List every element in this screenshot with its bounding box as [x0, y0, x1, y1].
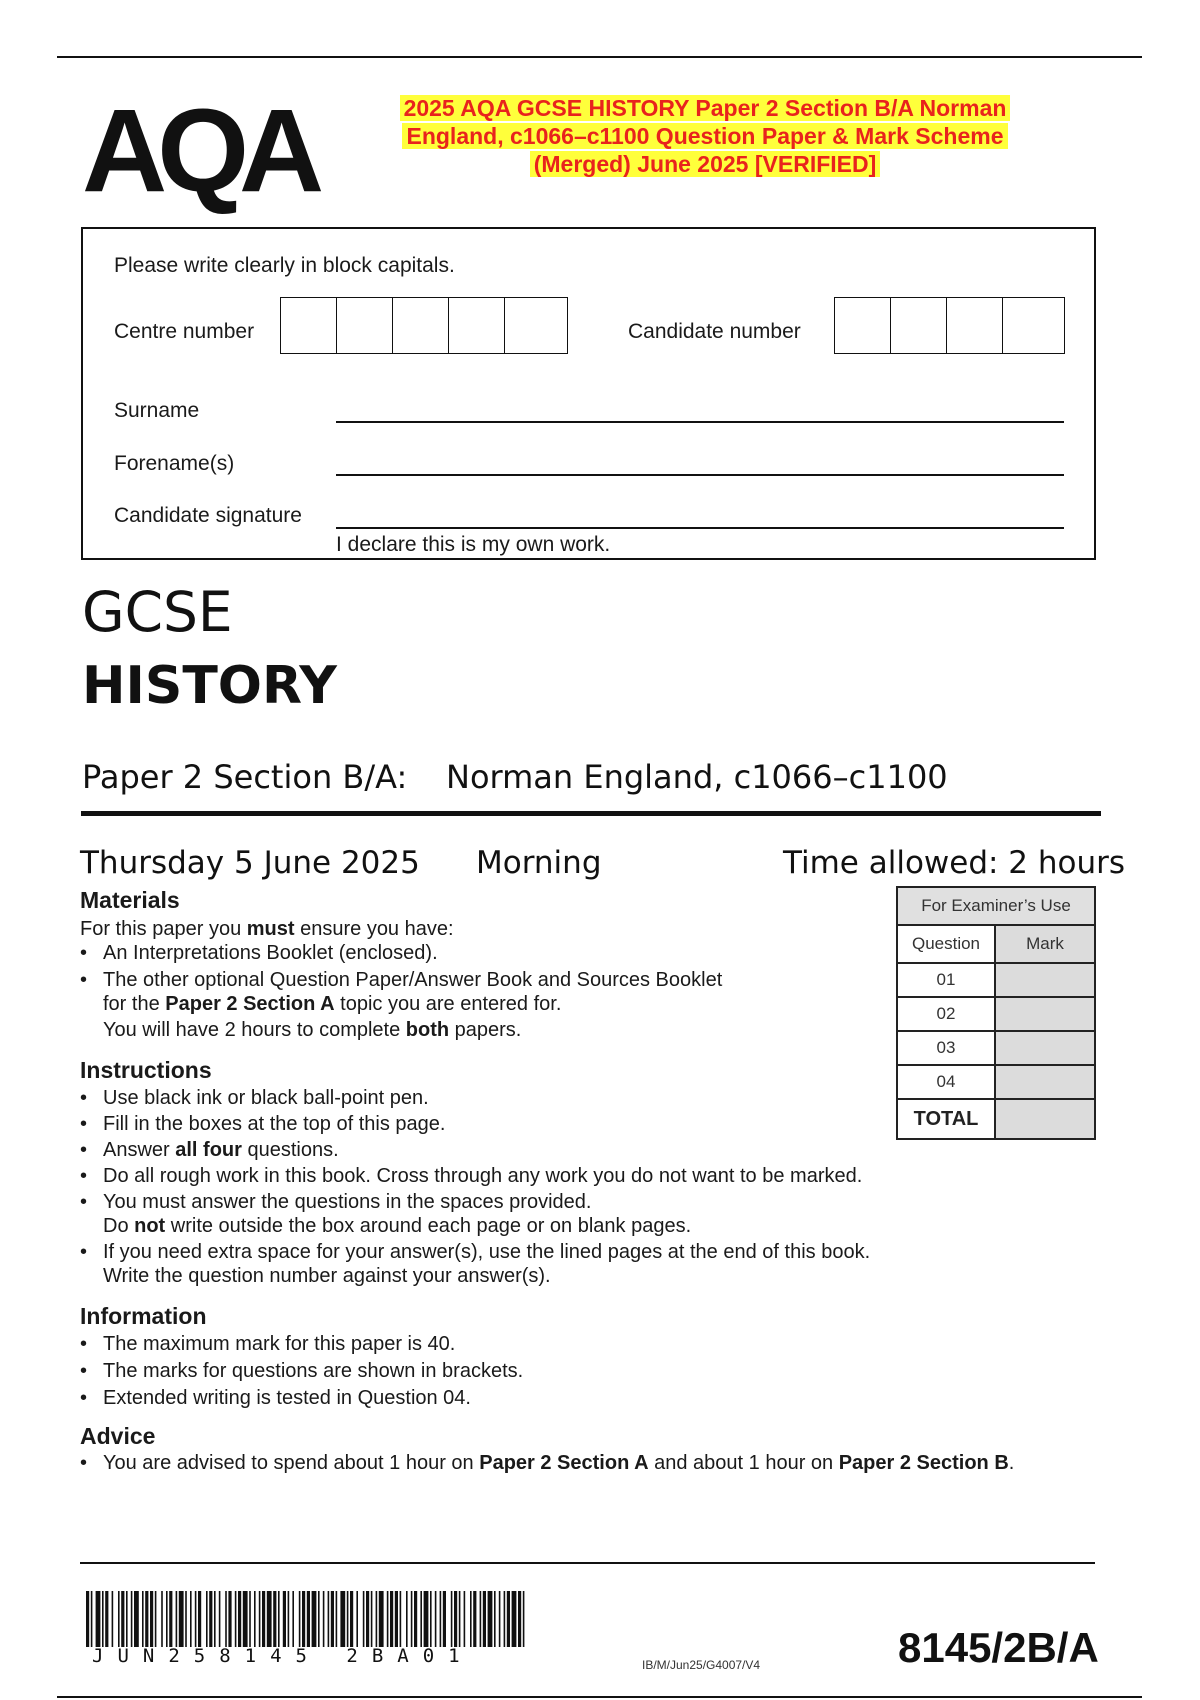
banner-line-2: England, c1066–c1100 Question Paper & Mark Scheme	[402, 123, 1007, 149]
exam-date: Thursday 5 June 2025	[80, 845, 420, 881]
materials-intro-emphasis: must	[246, 918, 295, 940]
question-number: 04	[897, 1065, 995, 1099]
information-item	[80, 1332, 455, 1356]
barcode-bar	[209, 1591, 212, 1647]
barcode-bar	[219, 1591, 221, 1647]
barcode-bar	[390, 1591, 393, 1647]
barcode-bar	[336, 1591, 338, 1647]
barcode-bar	[494, 1591, 496, 1647]
barcode-bar	[91, 1591, 93, 1647]
barcode-bar	[363, 1591, 365, 1647]
barcode-bar	[356, 1591, 358, 1647]
barcode-bar	[435, 1591, 437, 1647]
advice-heading: Advice	[80, 1423, 156, 1449]
barcode-bar	[420, 1591, 422, 1647]
barcode-bar	[190, 1591, 192, 1647]
barcode-bar	[86, 1591, 89, 1647]
candidate-number-cell[interactable]	[947, 298, 1003, 353]
barcode-bar	[228, 1591, 231, 1647]
barcode-bar	[176, 1591, 178, 1647]
instruction-text-part: Answer	[103, 1139, 176, 1161]
barcode-bar	[480, 1591, 482, 1647]
barcode-bar	[347, 1591, 349, 1647]
instruction-item	[80, 1240, 870, 1288]
barcode-bar	[430, 1591, 432, 1647]
instruction-emphasis: all four	[175, 1139, 242, 1161]
materials-intro-text: ensure you have:	[294, 918, 454, 940]
barcode-bar	[518, 1591, 521, 1647]
signature-label: Candidate signature	[114, 504, 302, 527]
document-reference: IB/M/Jun25/G4007/V4	[642, 1658, 761, 1672]
instruction-text: • Do all rough work in this book. Cross through any work you do not want to be marked.	[103, 1165, 863, 1187]
barcode-bar	[96, 1591, 101, 1647]
instruction-text: • Use black ink or black ball-point pen.	[103, 1087, 429, 1109]
examiners-use-table	[896, 886, 1096, 1140]
total-mark-cell	[995, 1099, 1095, 1139]
materials-item-text	[103, 992, 722, 1016]
barcode-bar	[267, 1591, 272, 1647]
barcode-bar	[259, 1591, 261, 1647]
instruction-item	[80, 1138, 339, 1162]
instruction-text: • Fill in the boxes at the top of this page.	[103, 1113, 446, 1135]
barcode-bar	[507, 1591, 510, 1647]
barcode-bar	[512, 1591, 517, 1647]
barcode-bar	[414, 1591, 417, 1647]
advice-text	[103, 1451, 1014, 1475]
barcode-bar	[307, 1591, 310, 1647]
centre-number-cell[interactable]	[393, 298, 449, 353]
mark-cell	[995, 963, 1095, 997]
information-text: • Extended writing is tested in Question 04.	[103, 1387, 471, 1409]
barcode-bar	[150, 1591, 153, 1647]
information-text: • The marks for questions are shown in brackets.	[103, 1360, 524, 1382]
barcode-bar	[225, 1591, 227, 1647]
candidate-number-cell[interactable]	[1003, 298, 1059, 353]
instruction-text-part: Do	[103, 1215, 135, 1237]
barcode-bar	[262, 1591, 265, 1647]
aqa-logo: AQA	[82, 85, 315, 217]
mark-cell	[995, 1065, 1095, 1099]
barcode-bar	[340, 1591, 345, 1647]
subject-title: HISTORY	[82, 656, 337, 716]
barcode-bar	[312, 1591, 317, 1647]
mark-cell	[995, 1031, 1095, 1065]
information-item	[80, 1386, 471, 1410]
barcode-bar	[198, 1591, 201, 1647]
materials-text: You will have 2 hours to complete	[103, 1019, 406, 1041]
barcode-bar	[371, 1591, 373, 1647]
barcode-bar	[499, 1591, 501, 1647]
barcode-bar	[145, 1591, 148, 1647]
information-item	[80, 1359, 523, 1383]
instruction-text: • You must answer the questions in the spaces provided.	[103, 1191, 592, 1213]
forenames-field[interactable]	[336, 474, 1064, 476]
barcode-bar	[411, 1591, 413, 1647]
barcode-bar	[323, 1591, 325, 1647]
barcode-bar	[379, 1591, 384, 1647]
barcode-bar	[134, 1591, 139, 1647]
examiners-use-title: For Examiner’s Use	[897, 887, 1095, 925]
title-banner	[380, 94, 1030, 178]
barcode-bar	[185, 1591, 187, 1647]
instruction-text: • If you need extra space for your answer(s), use the lined pages at the end of this book.	[103, 1241, 871, 1263]
instruction-item	[80, 1190, 691, 1238]
materials-intro-text: For this paper you	[80, 918, 247, 940]
materials-item	[80, 968, 722, 1042]
centre-number-label: Centre number	[114, 320, 255, 343]
information-heading: Information	[80, 1303, 207, 1329]
instruction-emphasis: not	[134, 1215, 166, 1237]
footer-rule	[80, 1562, 1095, 1564]
barcode-bar	[169, 1591, 172, 1647]
materials-heading: Materials	[80, 887, 180, 913]
barcode-bar	[273, 1591, 276, 1647]
candidate-number-boxes[interactable]	[834, 297, 1065, 354]
centre-number-cell[interactable]	[337, 298, 393, 353]
surname-field[interactable]	[336, 421, 1064, 423]
question-number: 01	[897, 963, 995, 997]
advice-text-part: .	[1008, 1452, 1015, 1474]
instruction-text-part: questions.	[241, 1139, 339, 1161]
barcode-bar	[483, 1591, 486, 1647]
barcode-bar	[249, 1591, 251, 1647]
question-number: 02	[897, 997, 995, 1031]
barcode-bar	[131, 1591, 133, 1647]
barcode-bar	[387, 1591, 389, 1647]
materials-text: for the	[103, 993, 166, 1015]
barcode-bar	[302, 1591, 305, 1647]
signature-field[interactable]	[336, 527, 1064, 529]
question-column-header: Question	[897, 925, 995, 963]
materials-emphasis: Paper 2 Section A	[165, 993, 335, 1015]
mark-column-header: Mark	[995, 925, 1095, 963]
barcode-bar	[376, 1591, 378, 1647]
barcode-bar	[118, 1591, 120, 1647]
exam-session: Morning	[476, 845, 602, 881]
instruction-text	[103, 1138, 339, 1162]
title-rule	[81, 811, 1101, 816]
barcode-bar	[454, 1591, 457, 1647]
advice-text-part: You are advised to spend about 1 hour on	[103, 1452, 480, 1474]
banner-line-1: 2025 AQA GCSE HISTORY Paper 2 Section B/A Norman	[400, 95, 1011, 121]
barcode-bar	[235, 1591, 237, 1647]
materials-text: papers.	[449, 1019, 522, 1041]
barcode-bar	[126, 1591, 128, 1647]
barcode-bar	[523, 1591, 525, 1647]
barcode-text: JUN258145 2BA01	[92, 1645, 474, 1667]
barcode-bar	[443, 1591, 446, 1647]
paper-section-label: Paper 2 Section B/A:	[82, 758, 408, 796]
centre-number-cell[interactable]	[449, 298, 505, 353]
instruction-text: Write the question number against your answer(s).	[103, 1265, 551, 1287]
barcode-bar	[451, 1591, 453, 1647]
barcode-bar	[470, 1591, 472, 1647]
barcode-bar	[238, 1591, 241, 1647]
centre-number-cell[interactable]	[281, 298, 337, 353]
barcode-bar	[504, 1591, 506, 1647]
candidate-number-cell[interactable]	[835, 298, 891, 353]
advice-emphasis: Paper 2 Section A	[479, 1452, 649, 1474]
materials-item	[80, 941, 438, 965]
barcode-bar	[292, 1591, 294, 1647]
banner-line-3: (Merged) June 2025 [VERIFIED]	[530, 151, 881, 177]
advice-item	[80, 1451, 1014, 1475]
barcode-bar	[112, 1591, 114, 1647]
qualification-title: GCSE	[82, 580, 233, 644]
instruction-item	[80, 1086, 429, 1110]
centre-number-cell[interactable]	[505, 298, 561, 353]
barcode-bar	[102, 1591, 104, 1647]
advice-text-part: and about 1 hour on	[648, 1452, 839, 1474]
materials-intro	[80, 917, 454, 941]
barcode-bar	[179, 1591, 184, 1647]
advice-emphasis: Paper 2 Section B	[838, 1452, 1009, 1474]
question-number: 03	[897, 1031, 995, 1065]
instruction-item	[80, 1112, 445, 1136]
barcode-bar	[283, 1591, 286, 1647]
barcode-bar	[155, 1591, 157, 1647]
barcode-bar	[166, 1591, 168, 1647]
barcode-bar	[328, 1591, 330, 1647]
barcode-bar	[121, 1591, 124, 1647]
barcode-bar	[350, 1591, 353, 1647]
barcode-bar	[288, 1591, 290, 1647]
total-label: TOTAL	[897, 1099, 995, 1139]
materials-item-text: • The other optional Question Paper/Answer Book and Sources Booklet	[103, 969, 723, 991]
barcode-bar	[278, 1591, 280, 1647]
barcode-bar	[440, 1591, 442, 1647]
instruction-text	[103, 1214, 691, 1238]
forenames-label: Forename(s)	[114, 452, 235, 475]
time-allowed: Time allowed: 2 hours	[783, 845, 1126, 881]
centre-number-boxes[interactable]	[280, 297, 568, 354]
declaration-text: I declare this is my own work.	[336, 533, 611, 556]
barcode-bar	[406, 1591, 408, 1647]
barcode-bar	[243, 1591, 248, 1647]
mark-cell	[995, 997, 1095, 1031]
barcode-bar	[473, 1591, 476, 1647]
barcode-bar	[254, 1591, 256, 1647]
materials-emphasis: both	[405, 1019, 450, 1041]
block-capitals-instruction: Please write clearly in block capitals.	[114, 254, 455, 277]
instructions-heading: Instructions	[80, 1057, 212, 1083]
materials-item-text: • An Interpretations Booklet (enclosed).	[103, 942, 438, 964]
barcode-bar	[459, 1591, 461, 1647]
materials-item-text	[103, 1018, 722, 1042]
barcode-bar	[206, 1591, 208, 1647]
bottom-rule	[57, 1696, 1142, 1698]
barcode-bar	[488, 1591, 493, 1647]
barcode-bar	[214, 1591, 216, 1647]
barcode-bar	[395, 1591, 398, 1647]
topic-title: Norman England, c1066–c1100	[446, 758, 948, 796]
top-rule	[57, 56, 1142, 58]
instruction-item	[80, 1164, 862, 1188]
instruction-text-part: write outside the box around each page or on blank pages.	[165, 1215, 692, 1237]
paper-code: 8145/2B/A	[898, 1624, 1099, 1671]
barcode-bar	[105, 1591, 108, 1647]
barcode-bar	[464, 1591, 466, 1647]
information-text: • The maximum mark for this paper is 40.	[103, 1333, 456, 1355]
barcode-bar	[195, 1591, 197, 1647]
barcode-bar	[400, 1591, 402, 1647]
candidate-number-label: Candidate number	[628, 320, 801, 343]
barcode-bar	[424, 1591, 429, 1647]
barcode-bar	[161, 1591, 163, 1647]
barcode-bar	[318, 1591, 320, 1647]
materials-text: topic you are entered for.	[334, 993, 562, 1015]
candidate-number-cell[interactable]	[891, 298, 947, 353]
barcode-icon	[86, 1591, 526, 1647]
barcode-bar	[331, 1591, 334, 1647]
surname-label: Surname	[114, 399, 200, 422]
barcode-bar	[142, 1591, 144, 1647]
barcode-bar	[366, 1591, 369, 1647]
barcode-bar	[299, 1591, 301, 1647]
